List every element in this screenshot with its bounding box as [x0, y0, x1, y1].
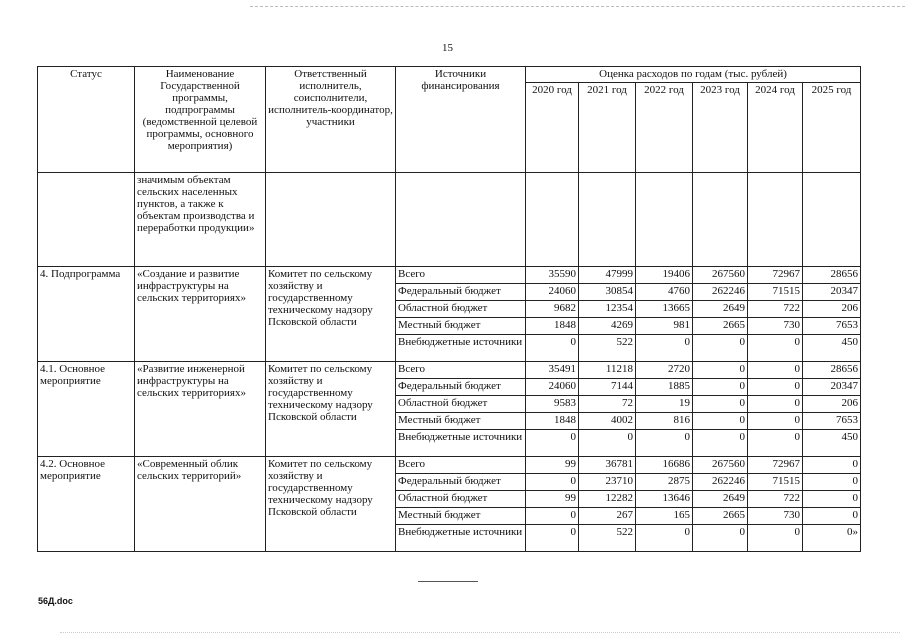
funding-source: Местный бюджет — [396, 318, 526, 335]
amount-cell: 0 — [693, 525, 748, 552]
header-status: Статус — [38, 67, 135, 173]
amount-cell: 0 — [693, 335, 748, 362]
amount-cell: 0 — [803, 491, 861, 508]
amount-cell: 35491 — [526, 362, 579, 379]
amount-cell: 2720 — [636, 362, 693, 379]
amount-cell: 20347 — [803, 284, 861, 301]
table-row — [38, 362, 861, 379]
amount-cell: 9583 — [526, 396, 579, 413]
header-year: 2025 год — [803, 83, 861, 173]
amount-cell: 20347 — [803, 379, 861, 396]
scan-edge-line — [60, 632, 900, 633]
amount-cell: 13665 — [636, 301, 693, 318]
amount-cell: 24060 — [526, 379, 579, 396]
amount-cell: 722 — [748, 491, 803, 508]
amount-cell: 19 — [636, 396, 693, 413]
funding-source: Всего — [396, 267, 526, 284]
amount-cell: 13646 — [636, 491, 693, 508]
header-year: 2020 год — [526, 83, 579, 173]
amount-cell: 0 — [803, 508, 861, 525]
cell-empty — [526, 173, 579, 267]
amount-cell: 730 — [748, 508, 803, 525]
group-status: 4. Подпрограмма — [38, 267, 135, 362]
funding-source: Областной бюджет — [396, 301, 526, 318]
amount-cell: 0 — [579, 430, 636, 457]
amount-cell: 12354 — [579, 301, 636, 318]
amount-cell: 0 — [526, 508, 579, 525]
funding-source: Местный бюджет — [396, 413, 526, 430]
amount-cell: 450 — [803, 430, 861, 457]
header-year: 2024 год — [748, 83, 803, 173]
amount-cell: 0 — [693, 430, 748, 457]
amount-cell: 19406 — [636, 267, 693, 284]
group-status: 4.1. Основное мероприятие — [38, 362, 135, 457]
amount-cell: 0 — [748, 396, 803, 413]
amount-cell: 0 — [803, 474, 861, 491]
amount-cell: 262246 — [693, 284, 748, 301]
amount-cell: 7144 — [579, 379, 636, 396]
amount-cell: 7653 — [803, 318, 861, 335]
amount-cell: 36781 — [579, 457, 636, 474]
amount-cell: 0 — [636, 335, 693, 362]
header-year: 2023 год — [693, 83, 748, 173]
amount-cell: 0 — [748, 413, 803, 430]
amount-cell: 7653 — [803, 413, 861, 430]
group-responsible: Комитет по сельскому хозяйству и государственному техническому надзору Псковской области — [266, 457, 396, 552]
amount-cell: 0 — [693, 413, 748, 430]
amount-cell: 4002 — [579, 413, 636, 430]
amount-cell: 2649 — [693, 491, 748, 508]
amount-cell: 0 — [748, 379, 803, 396]
amount-cell: 28656 — [803, 267, 861, 284]
amount-cell: 99 — [526, 491, 579, 508]
amount-cell: 267560 — [693, 457, 748, 474]
header-estimate: Оценка расходов по годам (тыс. рублей) — [526, 67, 861, 83]
amount-cell: 722 — [748, 301, 803, 318]
amount-cell: 11218 — [579, 362, 636, 379]
group-name: «Развитие инженерной инфраструктуры на сельских территориях» — [135, 362, 266, 457]
group-responsible: Комитет по сельскому хозяйству и государственному техническому надзору Псковской области — [266, 362, 396, 457]
amount-cell: 4269 — [579, 318, 636, 335]
group-name: «Создание и развитие инфраструктуры на сельских территориях» — [135, 267, 266, 362]
amount-cell: 71515 — [748, 474, 803, 491]
amount-cell: 1848 — [526, 413, 579, 430]
amount-cell: 1848 — [526, 318, 579, 335]
funding-source: Областной бюджет — [396, 396, 526, 413]
amount-cell: 165 — [636, 508, 693, 525]
amount-cell: 0 — [693, 379, 748, 396]
cell-empty — [579, 173, 636, 267]
amount-cell: 262246 — [693, 474, 748, 491]
funding-source: Всего — [396, 457, 526, 474]
amount-cell: 981 — [636, 318, 693, 335]
cell-empty — [636, 173, 693, 267]
amount-cell: 72967 — [748, 457, 803, 474]
table-row — [38, 267, 861, 284]
cell-empty — [266, 173, 396, 267]
cell-empty — [748, 173, 803, 267]
amount-cell: 522 — [579, 335, 636, 362]
continuation-row — [38, 173, 861, 267]
funding-source: Всего — [396, 362, 526, 379]
amount-cell: 0 — [693, 396, 748, 413]
table-row — [38, 457, 861, 474]
group-name: «Современный облик сельских территорий» — [135, 457, 266, 552]
amount-cell: 1885 — [636, 379, 693, 396]
header-sources: Источники финансирования — [396, 67, 526, 173]
amount-cell: 0 — [693, 362, 748, 379]
amount-cell: 730 — [748, 318, 803, 335]
amount-cell: 0 — [748, 430, 803, 457]
header-year: 2021 год — [579, 83, 636, 173]
amount-cell: 0 — [526, 525, 579, 552]
funding-source: Федеральный бюджет — [396, 474, 526, 491]
header-year: 2022 год — [636, 83, 693, 173]
amount-cell: 0 — [748, 362, 803, 379]
funding-source: Внебюджетные источники — [396, 335, 526, 362]
footer-filename: 56Д.doc — [38, 596, 73, 606]
header-responsible: Ответственный исполнитель, соисполнители, исполнитель-координатор, участники — [266, 67, 396, 173]
amount-cell: 0 — [748, 525, 803, 552]
amount-cell: 0 — [748, 335, 803, 362]
amount-cell: 0 — [636, 430, 693, 457]
amount-cell: 0 — [636, 525, 693, 552]
amount-cell: 450 — [803, 335, 861, 362]
group-status: 4.2. Основное мероприятие — [38, 457, 135, 552]
footer-divider — [418, 581, 478, 582]
funding-source: Федеральный бюджет — [396, 379, 526, 396]
amount-cell: 16686 — [636, 457, 693, 474]
cell-empty — [396, 173, 526, 267]
continuation-name: значимым объектам сельских населенных пунктов, а также к объектам производства и переработки продукции» — [135, 173, 266, 267]
amount-cell: 35590 — [526, 267, 579, 284]
amount-cell: 99 — [526, 457, 579, 474]
amount-cell: 0» — [803, 525, 861, 552]
funding-source: Внебюджетные источники — [396, 430, 526, 457]
amount-cell: 206 — [803, 396, 861, 413]
cell-empty — [803, 173, 861, 267]
amount-cell: 28656 — [803, 362, 861, 379]
amount-cell: 2665 — [693, 318, 748, 335]
amount-cell: 4760 — [636, 284, 693, 301]
funding-source: Местный бюджет — [396, 508, 526, 525]
amount-cell: 0 — [526, 474, 579, 491]
funding-source: Федеральный бюджет — [396, 284, 526, 301]
cell-empty — [38, 173, 135, 267]
amount-cell: 2875 — [636, 474, 693, 491]
amount-cell: 522 — [579, 525, 636, 552]
amount-cell: 0 — [803, 457, 861, 474]
amount-cell: 9682 — [526, 301, 579, 318]
amount-cell: 0 — [526, 335, 579, 362]
budget-table — [37, 66, 861, 552]
page-number: 15 — [442, 42, 453, 54]
amount-cell: 24060 — [526, 284, 579, 301]
amount-cell: 71515 — [748, 284, 803, 301]
amount-cell: 72967 — [748, 267, 803, 284]
amount-cell: 816 — [636, 413, 693, 430]
group-responsible: Комитет по сельскому хозяйству и государственному техническому надзору Псковской области — [266, 267, 396, 362]
amount-cell: 267560 — [693, 267, 748, 284]
amount-cell: 2665 — [693, 508, 748, 525]
amount-cell: 30854 — [579, 284, 636, 301]
cell-empty — [693, 173, 748, 267]
funding-source: Областной бюджет — [396, 491, 526, 508]
amount-cell: 2649 — [693, 301, 748, 318]
amount-cell: 72 — [579, 396, 636, 413]
header-name: Наименование Государственной программы, подпрограммы (ведомственной целевой программы, основного мероприятия) — [135, 67, 266, 173]
amount-cell: 12282 — [579, 491, 636, 508]
amount-cell: 206 — [803, 301, 861, 318]
amount-cell: 23710 — [579, 474, 636, 491]
amount-cell: 267 — [579, 508, 636, 525]
scan-edge-line — [250, 6, 905, 7]
amount-cell: 0 — [526, 430, 579, 457]
funding-source: Внебюджетные источники — [396, 525, 526, 552]
amount-cell: 47999 — [579, 267, 636, 284]
